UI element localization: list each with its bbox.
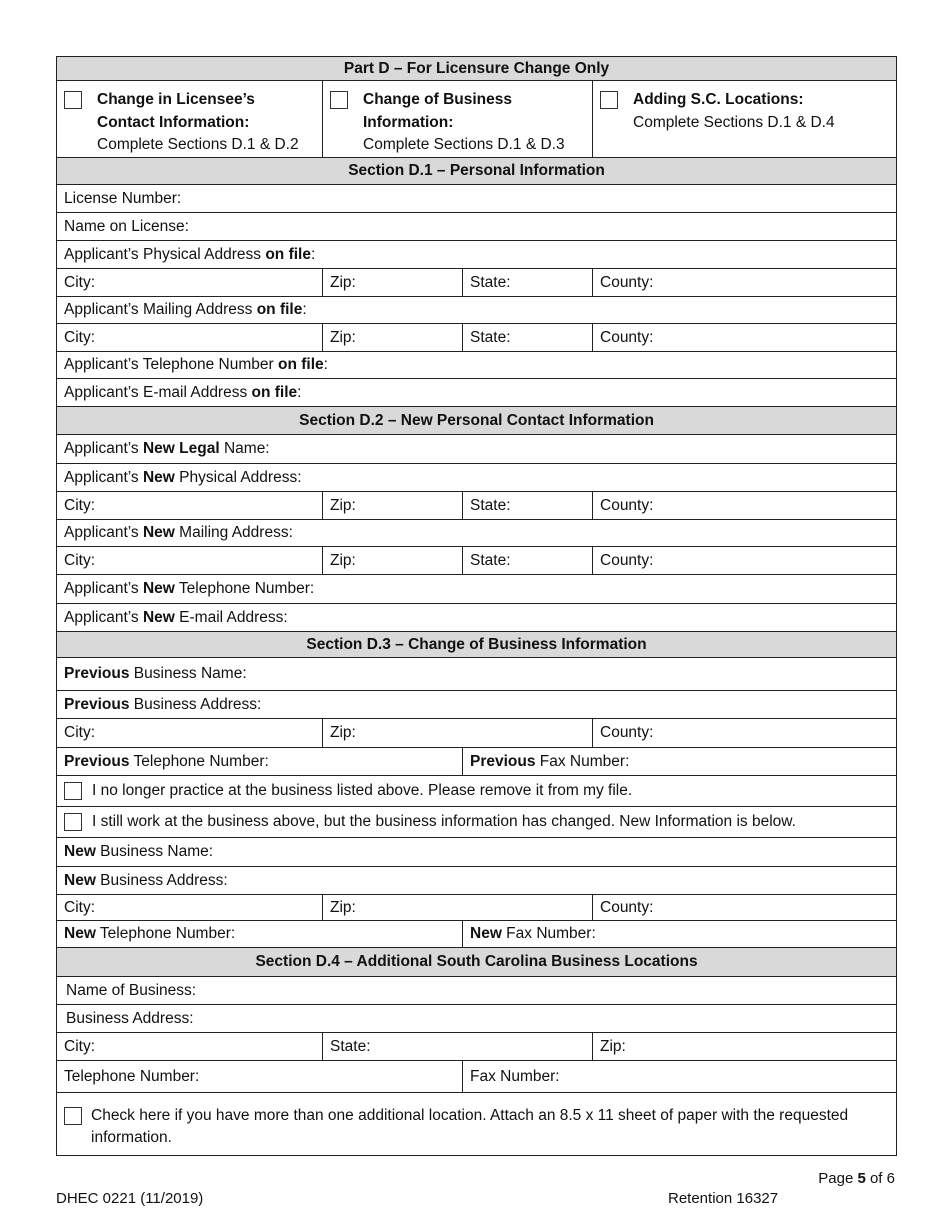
label-text: Fax Number: [535, 752, 630, 770]
new-emphasis: New [470, 925, 502, 942]
county-field[interactable]: County: [593, 546, 897, 574]
label-text: Applicant’s E-mail Address [64, 383, 252, 401]
still-work-checkbox[interactable] [64, 813, 82, 831]
label-text: Applicant’s [64, 524, 143, 541]
city-field[interactable]: City: [57, 894, 323, 920]
new-emphasis: New Legal [142, 440, 220, 457]
label-text: Name: [219, 440, 270, 457]
still-work-option[interactable] [57, 806, 897, 837]
label-text: Applicant’s Mailing Address [64, 301, 257, 318]
county-field[interactable]: County: [593, 268, 897, 296]
multiple-locations-checkbox[interactable] [64, 1107, 82, 1125]
new-email-field[interactable] [57, 603, 897, 631]
total-pages: 6 [886, 1170, 895, 1187]
previous-emphasis: Previous [64, 752, 130, 770]
zip-field[interactable]: Zip: [593, 1032, 897, 1060]
label-text: Applicant’s [64, 468, 143, 486]
city-field[interactable]: City: [57, 1032, 323, 1060]
multiple-locations-label: Check here if you have more than one additional location. Attach an 8.5 x 11 sheet of paper with the requested information. [91, 1106, 849, 1146]
option-business-line3: Complete Sections D.1 & D.3 [363, 136, 565, 153]
previous-business-address-field[interactable] [57, 690, 897, 718]
label-text: Mailing Address: [174, 524, 293, 541]
county-field[interactable]: County: [593, 491, 897, 519]
new-fax-field[interactable] [463, 920, 897, 947]
city-field[interactable]: City: [57, 491, 323, 519]
option-business-info[interactable] [323, 81, 593, 158]
zip-field[interactable]: Zip: [323, 491, 463, 519]
new-mailing-address-field[interactable] [57, 519, 897, 546]
label-text: Applicant’s [64, 440, 143, 457]
state-field[interactable]: State: [323, 1032, 593, 1060]
option-locations-line2: Complete Sections D.1 & D.4 [633, 113, 835, 131]
zip-field[interactable]: Zip: [323, 894, 593, 920]
part-d-form [56, 56, 897, 1156]
state-field[interactable]: State: [463, 268, 593, 296]
city-field[interactable]: City: [57, 268, 323, 296]
section-d2-title: Section D.2 – New Personal Contact Information [57, 406, 897, 434]
new-emphasis: New [64, 843, 96, 860]
label-text: Fax Number: [501, 925, 596, 942]
option-adding-locations[interactable] [593, 81, 897, 158]
business-info-checkbox[interactable] [330, 91, 348, 109]
zip-field[interactable]: Zip: [323, 546, 463, 574]
label-colon: : [302, 301, 307, 318]
state-field[interactable]: State: [463, 491, 593, 519]
option-contact-line1: Change in Licensee’s [97, 91, 255, 108]
label-text: Physical Address: [174, 468, 302, 486]
label-colon: : [310, 245, 316, 263]
label-colon: : [297, 383, 302, 401]
multiple-locations-option[interactable] [57, 1092, 897, 1155]
new-telephone-field[interactable] [57, 574, 897, 603]
previous-emphasis: Previous [64, 665, 130, 682]
label-colon: : [323, 356, 328, 373]
new-business-address-field[interactable] [57, 866, 897, 894]
county-field[interactable]: County: [593, 894, 897, 920]
no-longer-practice-option[interactable] [57, 775, 897, 806]
county-field[interactable]: County: [593, 718, 897, 747]
section-d4-title: Section D.4 – Additional South Carolina Business Locations [57, 947, 897, 976]
new-physical-address-field[interactable] [57, 463, 897, 491]
label-text: Telephone Number: [174, 580, 315, 597]
telephone-on-file-field[interactable] [57, 351, 897, 378]
adding-locations-checkbox[interactable] [600, 91, 618, 109]
label-text: Applicant’s Telephone Number [64, 356, 278, 373]
city-field[interactable]: City: [57, 323, 323, 351]
contact-info-checkbox[interactable] [64, 91, 82, 109]
mailing-address-on-file-field[interactable] [57, 296, 897, 323]
zip-field[interactable]: Zip: [323, 268, 463, 296]
label-text: Business Address: [129, 695, 262, 713]
on-file-emphasis: on file [256, 301, 303, 318]
label-text: Telephone Number: [129, 752, 269, 770]
physical-address-on-file-field[interactable] [57, 240, 897, 268]
label-text: Business Name: [129, 665, 247, 682]
page-label: Page [818, 1170, 858, 1187]
part-title: Part D – For Licensure Change Only [57, 57, 897, 81]
label-text: Applicant’s Physical Address [64, 245, 266, 263]
previous-telephone-field[interactable] [57, 747, 463, 775]
new-emphasis: New [142, 580, 175, 597]
new-business-name-field[interactable] [57, 837, 897, 866]
previous-emphasis: Previous [64, 695, 130, 713]
no-longer-practice-label: I no longer practice at the business listed above. Please remove it from my file. [92, 782, 633, 799]
page-of: of [865, 1170, 887, 1187]
new-emphasis: New [142, 524, 175, 541]
section-d3-title: Section D.3 – Change of Business Information [57, 631, 897, 657]
email-on-file-field[interactable] [57, 378, 897, 406]
previous-emphasis: Previous [470, 752, 536, 770]
state-field[interactable]: State: [463, 546, 593, 574]
form-id: DHEC 0221 (11/2019) [56, 1190, 204, 1207]
fax-number-field[interactable]: Fax Number: [463, 1060, 897, 1092]
label-text: Applicant’s [64, 580, 143, 597]
new-telephone-field[interactable] [57, 920, 463, 947]
option-contact-line3: Complete Sections D.1 & D.2 [97, 136, 299, 153]
city-field[interactable]: City: [57, 546, 323, 574]
still-work-label: I still work at the business above, but the business information has changed. New Information is below. [92, 813, 796, 830]
section-d1-title: Section D.1 – Personal Information [57, 157, 897, 184]
current-page: 5 [857, 1170, 866, 1187]
name-on-license-field[interactable]: Name on License: [57, 212, 897, 240]
on-file-emphasis: on file [265, 245, 311, 263]
option-contact-line2: Contact Information: [97, 113, 250, 131]
label-text: Business Address: [95, 871, 228, 889]
city-field[interactable]: City: [57, 718, 323, 747]
no-longer-practice-checkbox[interactable] [64, 782, 82, 800]
new-emphasis: New [142, 608, 175, 626]
state-field[interactable]: State: [463, 323, 593, 351]
new-emphasis: New [142, 468, 175, 486]
label-text: Business Name: [95, 843, 214, 860]
option-locations-line1: Adding S.C. Locations: [633, 91, 804, 108]
zip-field[interactable]: Zip: [323, 323, 463, 351]
telephone-number-field[interactable]: Telephone Number: [57, 1060, 463, 1092]
previous-business-name-field[interactable] [57, 657, 897, 690]
name-of-business-field[interactable]: Name of Business: [57, 976, 897, 1004]
option-business-line2: Information: [363, 113, 454, 131]
new-emphasis: New [64, 925, 96, 942]
label-text: E-mail Address: [174, 608, 288, 626]
page-number [818, 1170, 895, 1187]
previous-fax-field[interactable] [463, 747, 897, 775]
option-contact-info[interactable] [57, 81, 323, 158]
new-emphasis: New [64, 871, 96, 889]
license-number-field[interactable]: License Number: [57, 184, 897, 212]
on-file-emphasis: on file [251, 383, 298, 401]
business-address-field[interactable]: Business Address: [57, 1004, 897, 1032]
zip-field[interactable]: Zip: [323, 718, 593, 747]
on-file-emphasis: on file [277, 356, 324, 373]
county-field[interactable]: County: [593, 323, 897, 351]
option-business-line1: Change of Business [363, 91, 512, 108]
retention-number: Retention 16327 [668, 1190, 779, 1207]
new-legal-name-field[interactable] [57, 434, 897, 463]
label-text: Applicant’s [64, 608, 143, 626]
label-text: Telephone Number: [95, 925, 236, 942]
